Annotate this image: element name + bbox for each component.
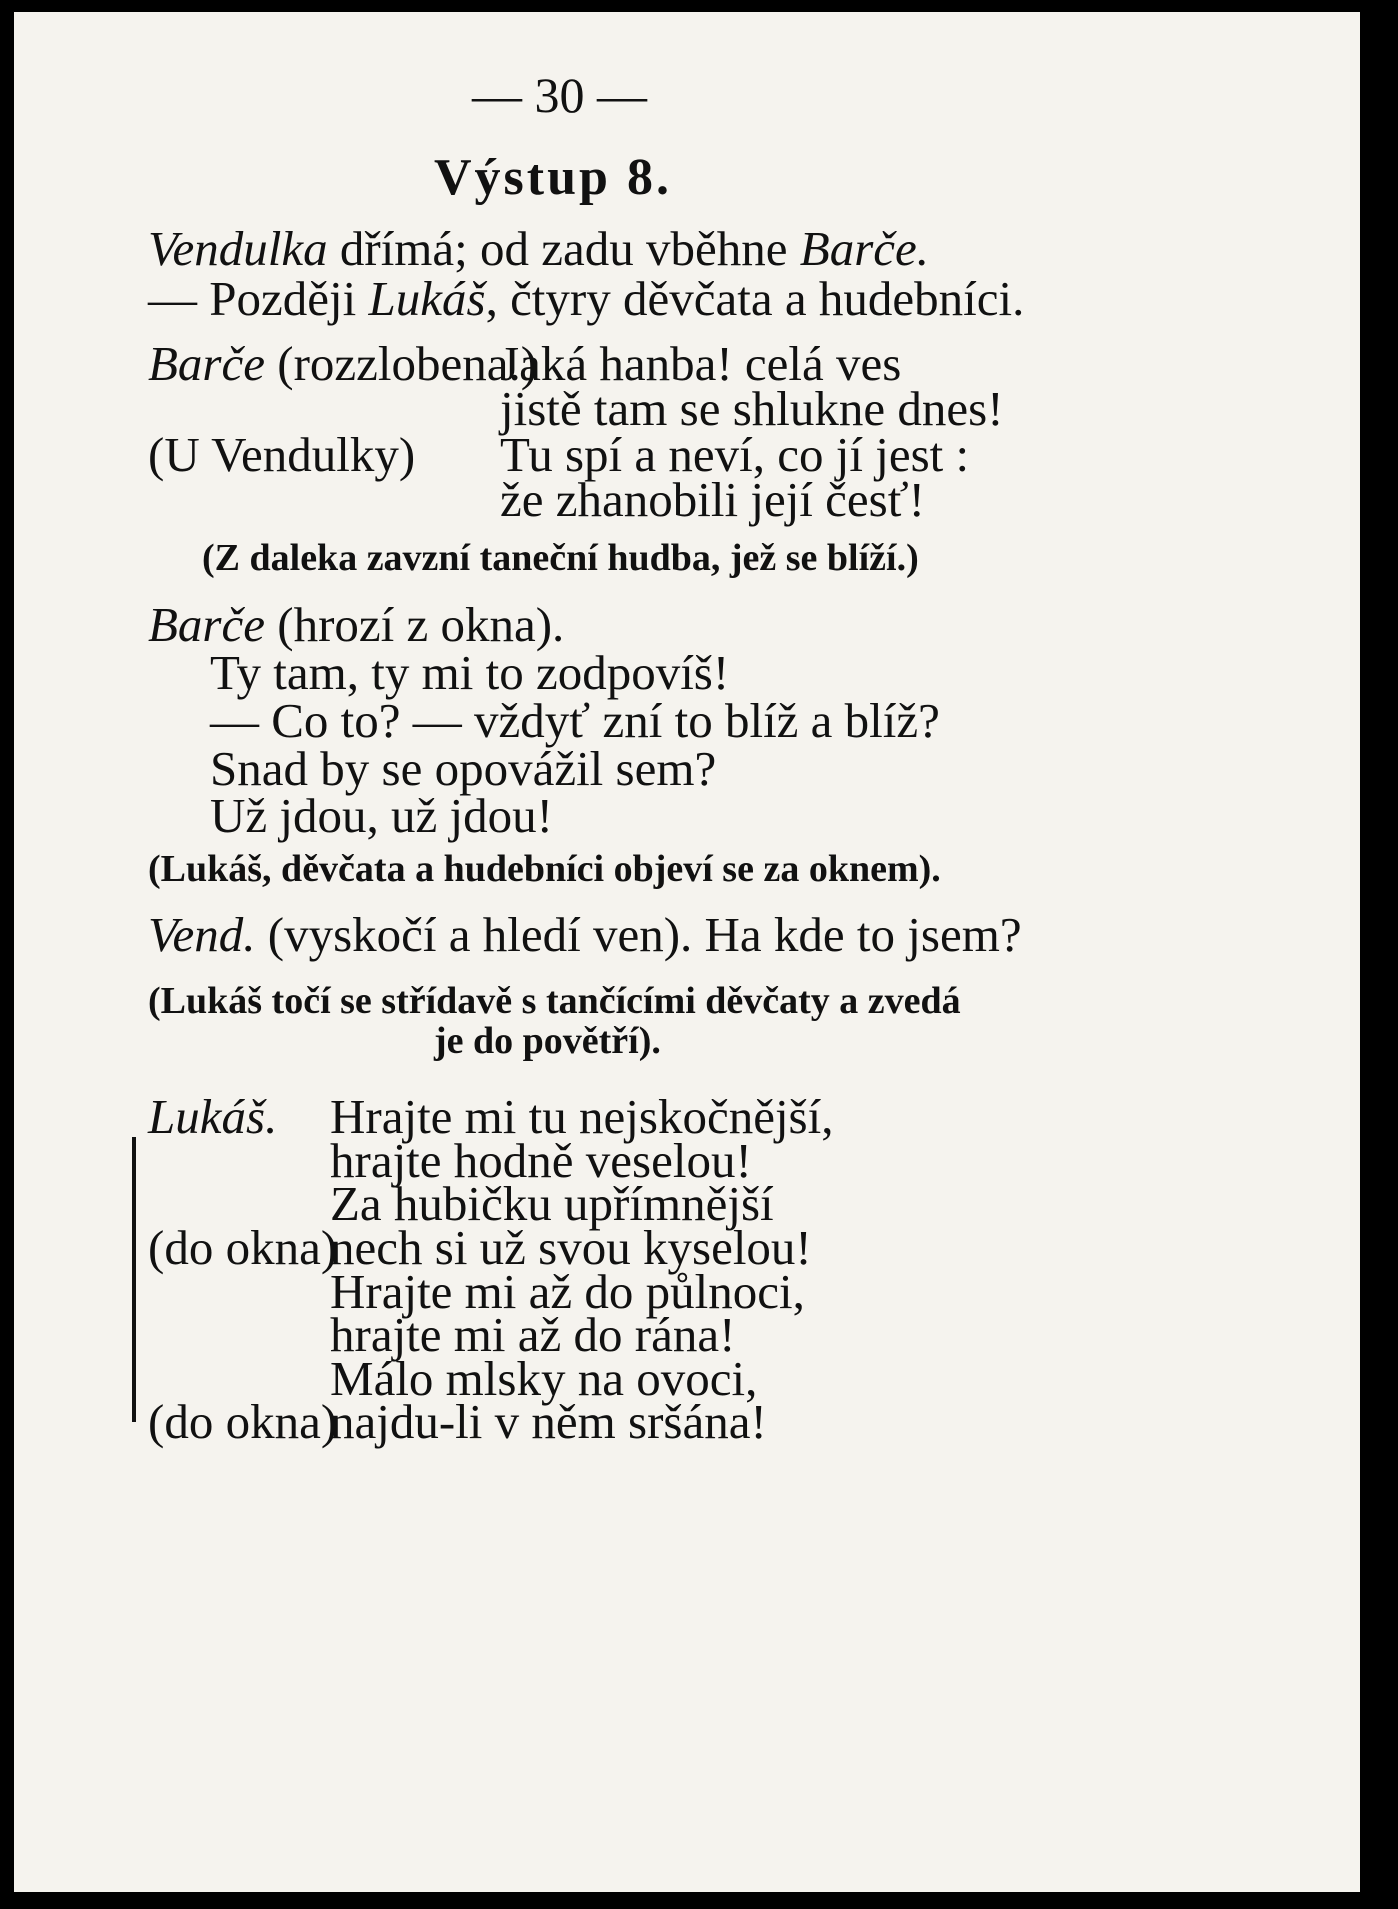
barce-window-speaker-line [148, 597, 565, 652]
speaker-barce: Barče [148, 597, 265, 652]
stage-intro-text: dřímá; od zadu vběhne [327, 221, 800, 276]
barce-window-line: Snad by se opovážil sem? [210, 741, 717, 796]
stage-intro-line-2 [148, 271, 1025, 326]
stage-intro-line-1 [148, 221, 930, 276]
barce-verse-line: jistě tam se shlukne dnes! [500, 381, 1004, 436]
lukas-verse-line: hrajte mi až do rána! [330, 1307, 736, 1362]
barce-direction: (rozzlobena.) [265, 336, 538, 391]
barce-window-line: Už jdou, už jdou! [210, 788, 553, 843]
lukas-verse-line: Za hubičku upřímnější [330, 1176, 774, 1231]
speaker-barce: Barče [148, 336, 265, 391]
lukas-verse-line: najdu-li v něm sršána! [330, 1394, 767, 1449]
stage-direction-dance-line-1: (Lukáš točí se střídavě s tančícími děvčaty a zvedá [148, 980, 961, 1022]
barce-speaker-line [148, 336, 538, 391]
lukas-verse-line: hrajte hodně veselou! [330, 1133, 752, 1188]
stage-direction-dance-line-2: je do povětří). [434, 1020, 661, 1062]
stage-direction-appear: (Lukáš, děvčata a hudebníci objeví se za oknem). [148, 848, 941, 890]
scene-heading: Výstup 8. [434, 149, 672, 206]
stage-intro-prefix: — Později [148, 271, 369, 326]
barce-verse-line: že zhanobili její česť! [500, 472, 925, 527]
stage-intro-rest: , čtyry děvčata a hudebníci. [485, 271, 1025, 326]
lukas-direction: (do okna) [148, 1220, 338, 1275]
scan-border [1360, 0, 1398, 1909]
stage-direction-music: (Z daleka zavzní taneční hudba, jež se blíží.) [202, 537, 919, 579]
barce-window-line: Ty tam, ty mi to zodpovíš! [210, 645, 730, 700]
document-page [14, 12, 1374, 1892]
speaker-vendulka: Vendulka [148, 221, 328, 276]
speaker-lukas: Lukáš. [148, 1089, 278, 1144]
speaker-vend: Vend. [148, 907, 256, 962]
lukas-verse-line: Hrajte mi až do půlnoci, [330, 1264, 805, 1319]
lukas-verse-line: Hrajte mi tu nejskočnější, [330, 1089, 834, 1144]
speech-brace [132, 1137, 136, 1422]
barce-window-line: — Co to? — vždyť zní to blíž a blíž? [210, 693, 940, 748]
page-number: — 30 — [472, 67, 647, 123]
speaker-lukas: Lukáš [368, 271, 486, 326]
vend-text: (vyskočí a hledí ven). Ha kde to jsem? [255, 907, 1022, 962]
lukas-direction: (do okna) [148, 1394, 338, 1449]
vend-line [148, 907, 1022, 962]
barce-window-direction: (hrozí z okna). [265, 597, 565, 652]
barce-aside: (U Vendulky) [148, 427, 416, 482]
lukas-verse-line: Málo mlsky na ovoci, [330, 1351, 758, 1406]
lukas-verse-line: nech si už svou kyselou! [330, 1220, 812, 1275]
barce-verse-line: Tu spí a neví, co jí jest : [500, 427, 970, 482]
speaker-barce: Barče. [799, 221, 930, 276]
barce-verse-line: Jaká hanba! celá ves [500, 336, 902, 391]
